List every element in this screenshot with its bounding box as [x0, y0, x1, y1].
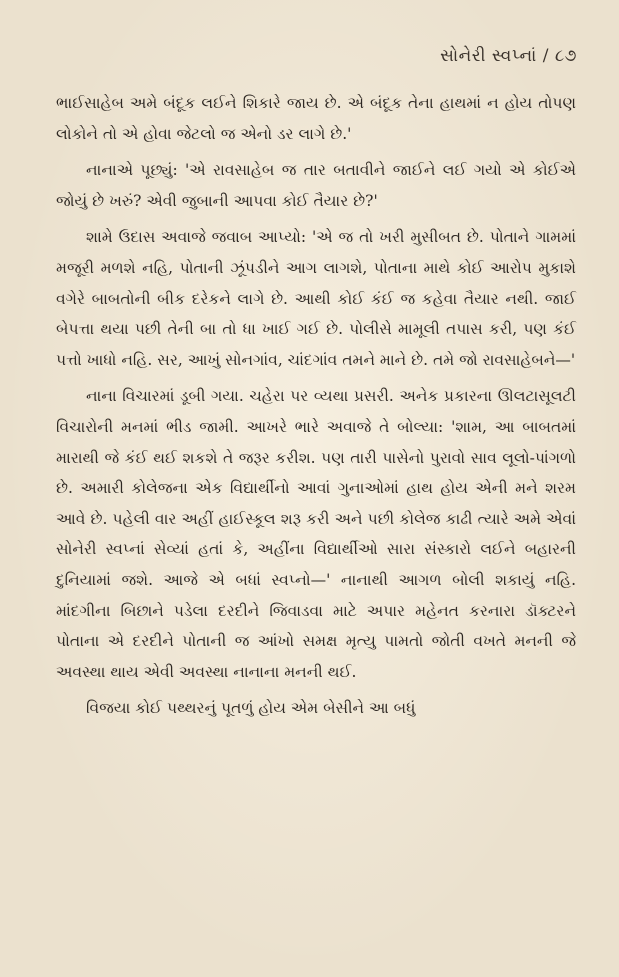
paragraph-2: નાનાએ પૂછ્યું: 'એ રાવસાહેબ જ તાર બતાવીને જાઈને લઈ ગયો એ કોઈએ જોયું છે ખરું? એવી જુબાની આપવા કોઈ તૈયાર છે?' [56, 161, 576, 210]
paragraph-4: નાના વિચારમાં ડૂબી ગયા. ચહેરા પર વ્યથા પ્રસરી. અનેક પ્રકારના ઊલટાસૂલટી વિચારોની મનમાં ભીડ જામી. આખરે ભારે અવાજે તે બોલ્યા: 'શામ, આ બાબતમાં મારાથી જે કંઈ થઈ શકશે તે જરૂર કરીશ. પણ તારી પાસેનો પુરાવો સાવ લૂલો-પાંગળો છે. અમારી કોલેજના એક વિદ્યાર્થીનો આવાં ગુનાઓમાં હાથ હોય એની મને શરમ આવે છે. પહેલી વાર અહીં હાઈસ્કૂલ શરૂ કરી અને પછી કોલેજ કાઢી ત્યારે અમે એવાં સોનેરી સ્વપ્નાં સેવ્યાં હતાં કે, અહીંના વિદ્યાર્થીઓ સારા સંસ્કારો લઈને બહારની દુનિયામાં જશે. આજે એ બધાં સ્વપ્નો—' નાનાથી આગળ બોલી શકાયું નહિ. માંદગીના બિછાને પડેલા દરદીને જિવાડવા માટે અપાર મહેનત કરનારા ડૉક્ટરને પોતાના એ દરદીને પોતાની જ આંખો સમક્ષ મૃત્યુ પામતો જોતી વખતે મનની જે અવસ્થા થાય એવી અવસ્થા નાનાના મનની થઈ. [56, 387, 576, 681]
running-header: સોનેરી સ્વપ્નાં / ૮૭ [440, 46, 577, 66]
paragraph-5: વિજયા કોઈ પથ્થરનું પૂતળું હોય એમ બેસીને આ બધું [86, 699, 416, 718]
paragraph-3: શામે ઉદાસ અવાજે જવાબ આપ્યો: 'એ જ તો ખરી મુસીબત છે. પોતાને ગામમાં મજૂરી મળશે નહિ, પોતાની ઝૂંપડીને આગ લાગશે, પોતાના માથે કોઈ આરોપ મુકાશે વગેરે બાબતોની બીક દરેકને લાગે છે. આથી કોઈ કંઈ જ કહેવા તૈયાર નથી. જાઈ બેપત્તા થયા પછી તેની બા તો ધા ખાઈ ગઈ છે. પોલીસે મામૂલી તપાસ કરી, પણ કંઈ પત્તો ખાધો નહિ. સર, આખું સોનગાંવ, ચાંદગાંવ તમને માને છે. તમે જો રાવસાહેબને—' [56, 228, 576, 369]
body-text [56, 88, 576, 724]
paragraph-1: ભાઈસાહેબ અમે બંદૂક લઈને શિકારે જાય છે. એ બંદૂક તેના હાથમાં ન હોય તોપણ લોકોને તો એ હોવા જેટલો જ એનો ડર લાગે છે.' [56, 94, 576, 143]
